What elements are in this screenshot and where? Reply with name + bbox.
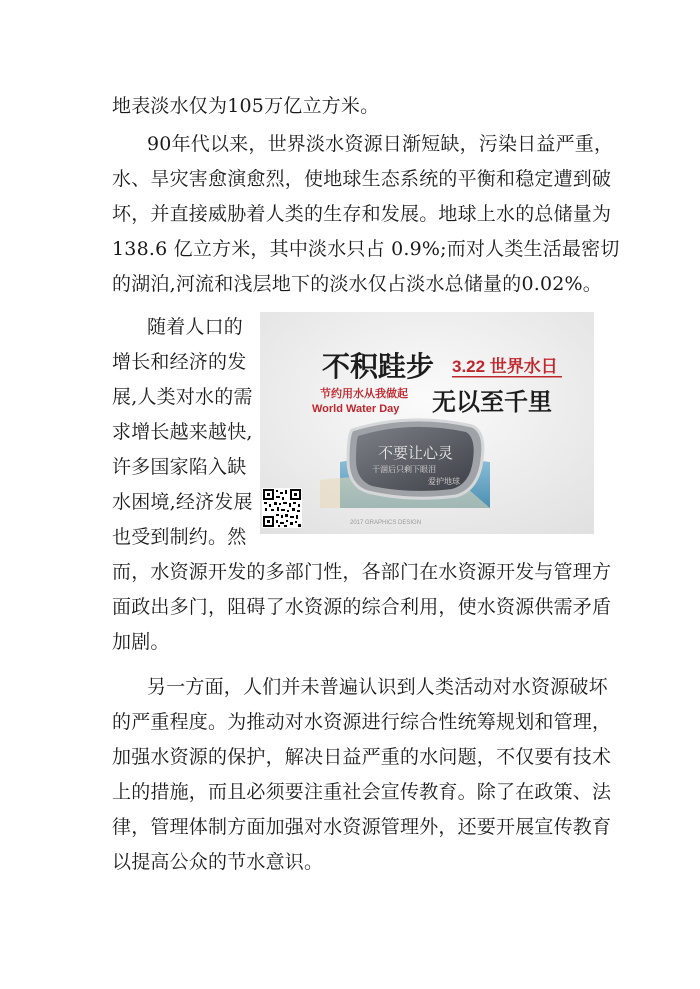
poster-footer: 2017 GRAPHICS DESIGN xyxy=(350,520,422,526)
paragraph-4-line-3: 加强水资源的保护，解决日益严重的水问题，不仅要有技术 xyxy=(112,746,612,768)
mirror-text-2: 干涸后只剩下眼泪 xyxy=(372,465,436,474)
paragraph-2-line-1: 90年代以来，世界淡水资源日渐短缺，污染日益严重， xyxy=(147,133,614,155)
paragraph-4-line-5: 律，管理体制方面加强对水资源管理外，还要开展宣传教育 xyxy=(112,816,612,838)
paragraph-4-line-2: 的严重程度。为推动对水资源进行综合性统筹规划和管理， xyxy=(112,711,612,733)
paragraph-3-line-9: 面政出多门，阻碍了水资源的综合利用，使水资源供需矛盾 xyxy=(112,596,612,618)
mirror-text-1: 不要让心灵 xyxy=(378,444,454,462)
paragraph-4-line-4: 上的措施，而且必须要注重社会宣传教育。除了在政策、法 xyxy=(112,781,612,803)
paragraph-3-line-10: 加剧。 xyxy=(112,631,170,653)
poster-date-title: 3.22 世界水日 xyxy=(452,357,558,376)
poster-divider xyxy=(452,376,562,378)
world-water-day-poster xyxy=(260,312,594,534)
paragraph-3-line-6: 水困境,经济发展 xyxy=(112,491,253,513)
paragraph-3-line-3: 展,人类对水的需 xyxy=(112,386,253,408)
poster-sub-en: World Water Day xyxy=(312,403,400,415)
paragraph-4-line-1: 另一方面，人们并未普遍认识到人类活动对水资源破坏 xyxy=(147,676,608,698)
paragraph-2-line-5: 的湖泊,河流和浅层地下的淡水仅占淡水总储量的0.02%。 xyxy=(112,273,602,295)
poster-slogan-right: 无以至千里 xyxy=(432,387,552,416)
paragraph-3-line-2: 增长和经济的发 xyxy=(112,351,247,373)
paragraph-2-line-2: 水、旱灾害愈演愈烈，使地球生态系统的平衡和稳定遭到破 xyxy=(112,168,612,190)
qr-code-icon xyxy=(262,488,302,528)
poster-slogan-left: 不积跬步 xyxy=(322,350,435,383)
paragraph-3-line-4: 求增长越来越快, xyxy=(112,421,253,443)
poster-sub-cn: 节约用水从我做起 xyxy=(320,387,408,400)
paragraph-3-line-5: 许多国家陷入缺 xyxy=(112,456,247,478)
paragraph-2-line-3: 坏，并直接威胁着人类的生存和发展。地球上水的总储量为 xyxy=(112,203,612,225)
paragraph-3-line-1: 随着人口的 xyxy=(147,316,244,338)
paragraph-4-line-6: 以提高公众的节水意识。 xyxy=(112,851,324,873)
paragraph-2-line-4: 138.6 亿立方米，其中淡水只占 0.9%;而对人类生活最密切 xyxy=(112,238,620,260)
paragraph-1-line-1: 地表淡水仅为105万亿立方米。 xyxy=(112,95,380,117)
paragraph-3-line-7: 也受到制约。然 xyxy=(112,526,247,548)
paragraph-3-line-8: 而，水资源开发的多部门性，各部门在水资源开发与管理方 xyxy=(112,561,612,583)
mirror-text-3: 爱护地球 xyxy=(428,477,460,486)
